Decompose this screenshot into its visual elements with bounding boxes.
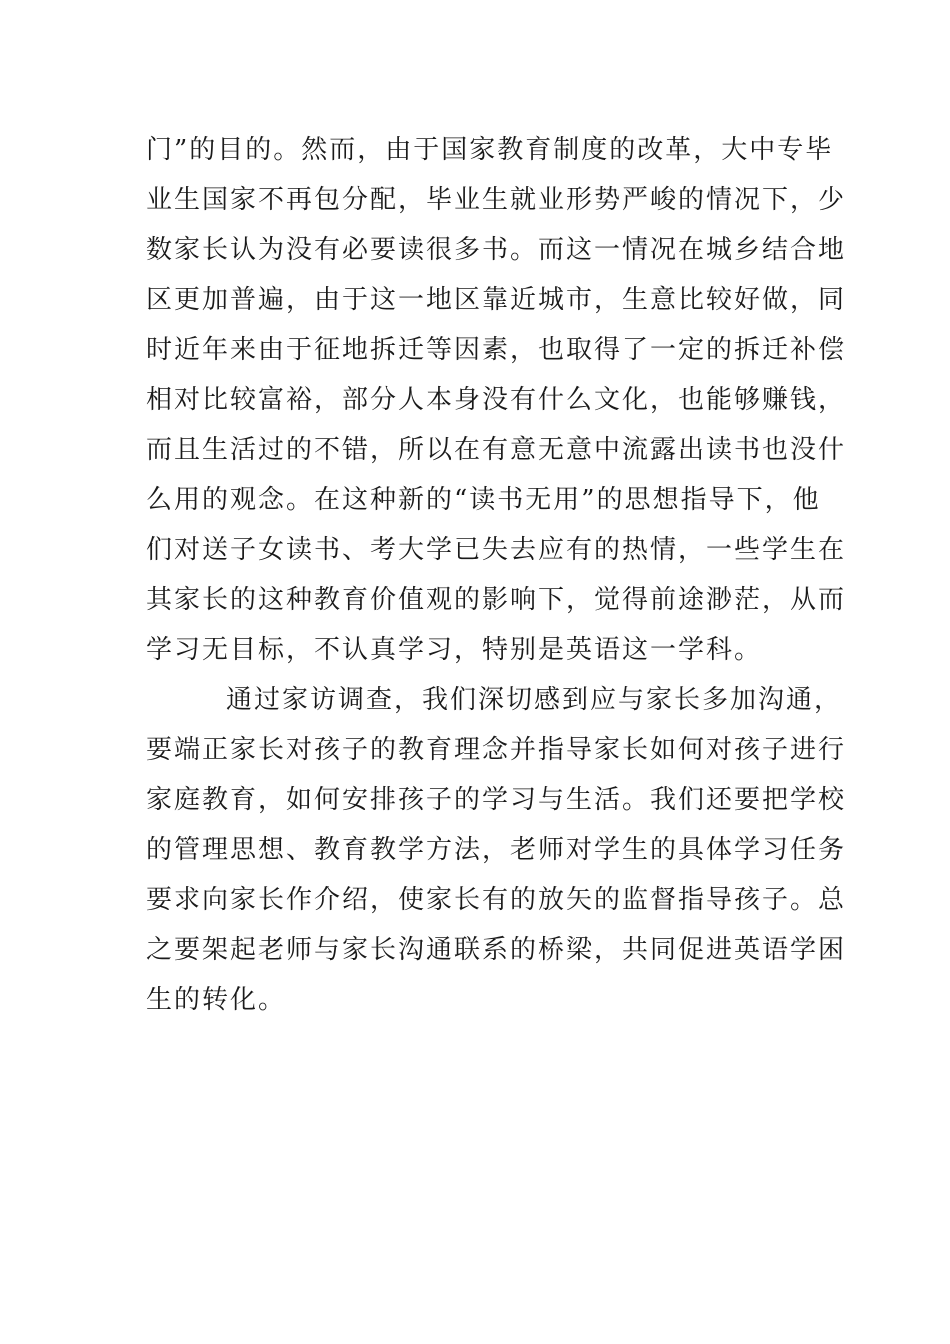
paragraph-1-line-3: 数家长认为没有必要读很多书。而这一情况在城乡结合地 xyxy=(146,235,847,265)
paragraph-1-line-7: 而且生活过的不错，所以在有意无意中流露出读书也没什 xyxy=(146,435,847,465)
paragraph-2-line-6: 之要架起老师与家长沟通联系的桥梁，共同促进英语学困 xyxy=(146,935,847,965)
paragraph-1-line-1: 门”的目的。然而，由于国家教育制度的改革，大中专毕 xyxy=(146,135,834,165)
paragraph-1-line-11: 学习无目标，不认真学习，特别是英语这一学科。 xyxy=(146,635,763,665)
paragraph-1-line-5: 时近年来由于征地拆迁等因素，也取得了一定的拆迁补偿 xyxy=(146,335,847,365)
paragraph-2-line-4: 的管理思想、教育教学方法，老师对学生的具体学习任务 xyxy=(146,835,847,865)
paragraph-1-line-6: 相对比较富裕，部分人本身没有什么文化，也能够赚钱， xyxy=(146,385,847,415)
paragraph-2-line-5: 要求向家长作介绍，使家长有的放矢的监督指导孩子。总 xyxy=(146,885,847,915)
paragraph-2-line-7: 生的转化。 xyxy=(146,985,287,1015)
paragraph-1-line-4: 区更加普遍，由于这一地区靠近城市，生意比较好做，同 xyxy=(146,285,847,315)
paragraph-2-line-3: 家庭教育，如何安排孩子的学习与生活。我们还要把学校 xyxy=(146,785,847,815)
paragraph-1-line-2: 业生国家不再包分配，毕业生就业形势严峻的情况下，少 xyxy=(146,185,847,215)
paragraph-2-line-1: 通过家访调查，我们深切感到应与家长多加沟通， xyxy=(226,685,843,715)
paragraph-1-line-9: 们对送子女读书、考大学已失去应有的热情，一些学生在 xyxy=(146,535,847,565)
paragraph-1-line-10: 其家长的这种教育价值观的影响下，觉得前途渺茫，从而 xyxy=(146,585,847,615)
paragraph-2-line-2: 要端正家长对孩子的教育理念并指导家长如何对孩子进行 xyxy=(146,735,847,765)
paragraph-1-line-8: 么用的观念。在这种新的“读书无用”的思想指导下，他 xyxy=(146,485,821,515)
